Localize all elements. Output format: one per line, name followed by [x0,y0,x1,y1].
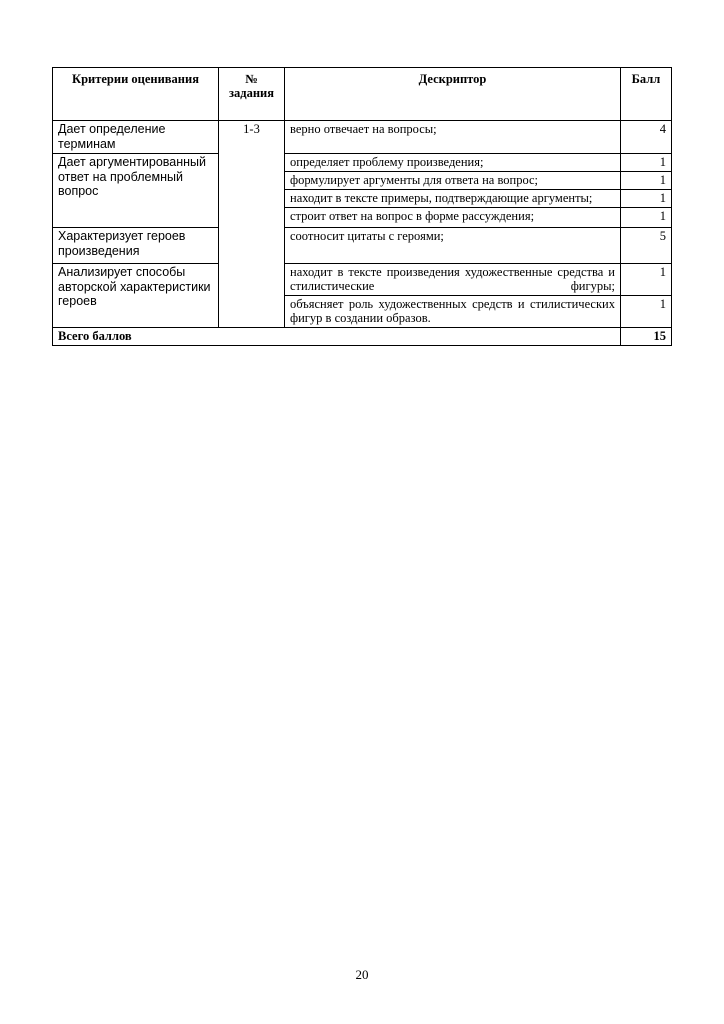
header-descriptor: Дескриптор [285,68,621,121]
header-task-number: № задания [219,68,285,121]
assessment-rubric-table [52,67,672,346]
total-row [53,328,672,346]
table-row [53,228,672,264]
criterion-cell: Характеризует героев произведения [53,228,219,264]
criterion-cell: Анализирует способы авторской характеристики героев [53,264,219,328]
task-number-cell: 1-3 [219,121,285,328]
table-row [53,264,672,296]
page-number: 20 [355,967,369,982]
score-cell: 4 [621,121,672,154]
descriptor-cell: находит в тексте примеры, подтверждающие аргументы; [285,190,621,208]
score-cell: 1 [621,208,672,228]
descriptor-cell: объясняет роль художественных средств и стилистических фигур в создании образов. [285,296,621,328]
score-cell: 1 [621,190,672,208]
score-cell: 1 [621,296,672,328]
descriptor-cell: строит ответ на вопрос в форме рассуждения; [285,208,621,228]
descriptor-cell: определяет проблему произведения; [285,154,621,172]
table-header-row [53,68,672,121]
score-cell: 1 [621,264,672,296]
score-cell: 5 [621,228,672,264]
header-criteria: Критерии оценивания [53,68,219,121]
descriptor-cell: находит в тексте произведения художественные средства и стилистические фигуры; [285,264,621,296]
criterion-cell: Дает определение терминам [53,121,219,154]
score-cell: 1 [621,172,672,190]
descriptor-cell: формулирует аргументы для ответа на вопрос; [285,172,621,190]
total-score: 15 [621,328,672,346]
descriptor-cell: верно отвечает на вопросы; [285,121,621,154]
table-row [53,154,672,172]
descriptor-cell: соотносит цитаты с героями; [285,228,621,264]
table-row [53,121,672,154]
header-score: Балл [621,68,672,121]
total-label: Всего баллов [53,328,621,346]
score-cell: 1 [621,154,672,172]
criterion-cell: Дает аргументированный ответ на проблемный вопрос [53,154,219,228]
